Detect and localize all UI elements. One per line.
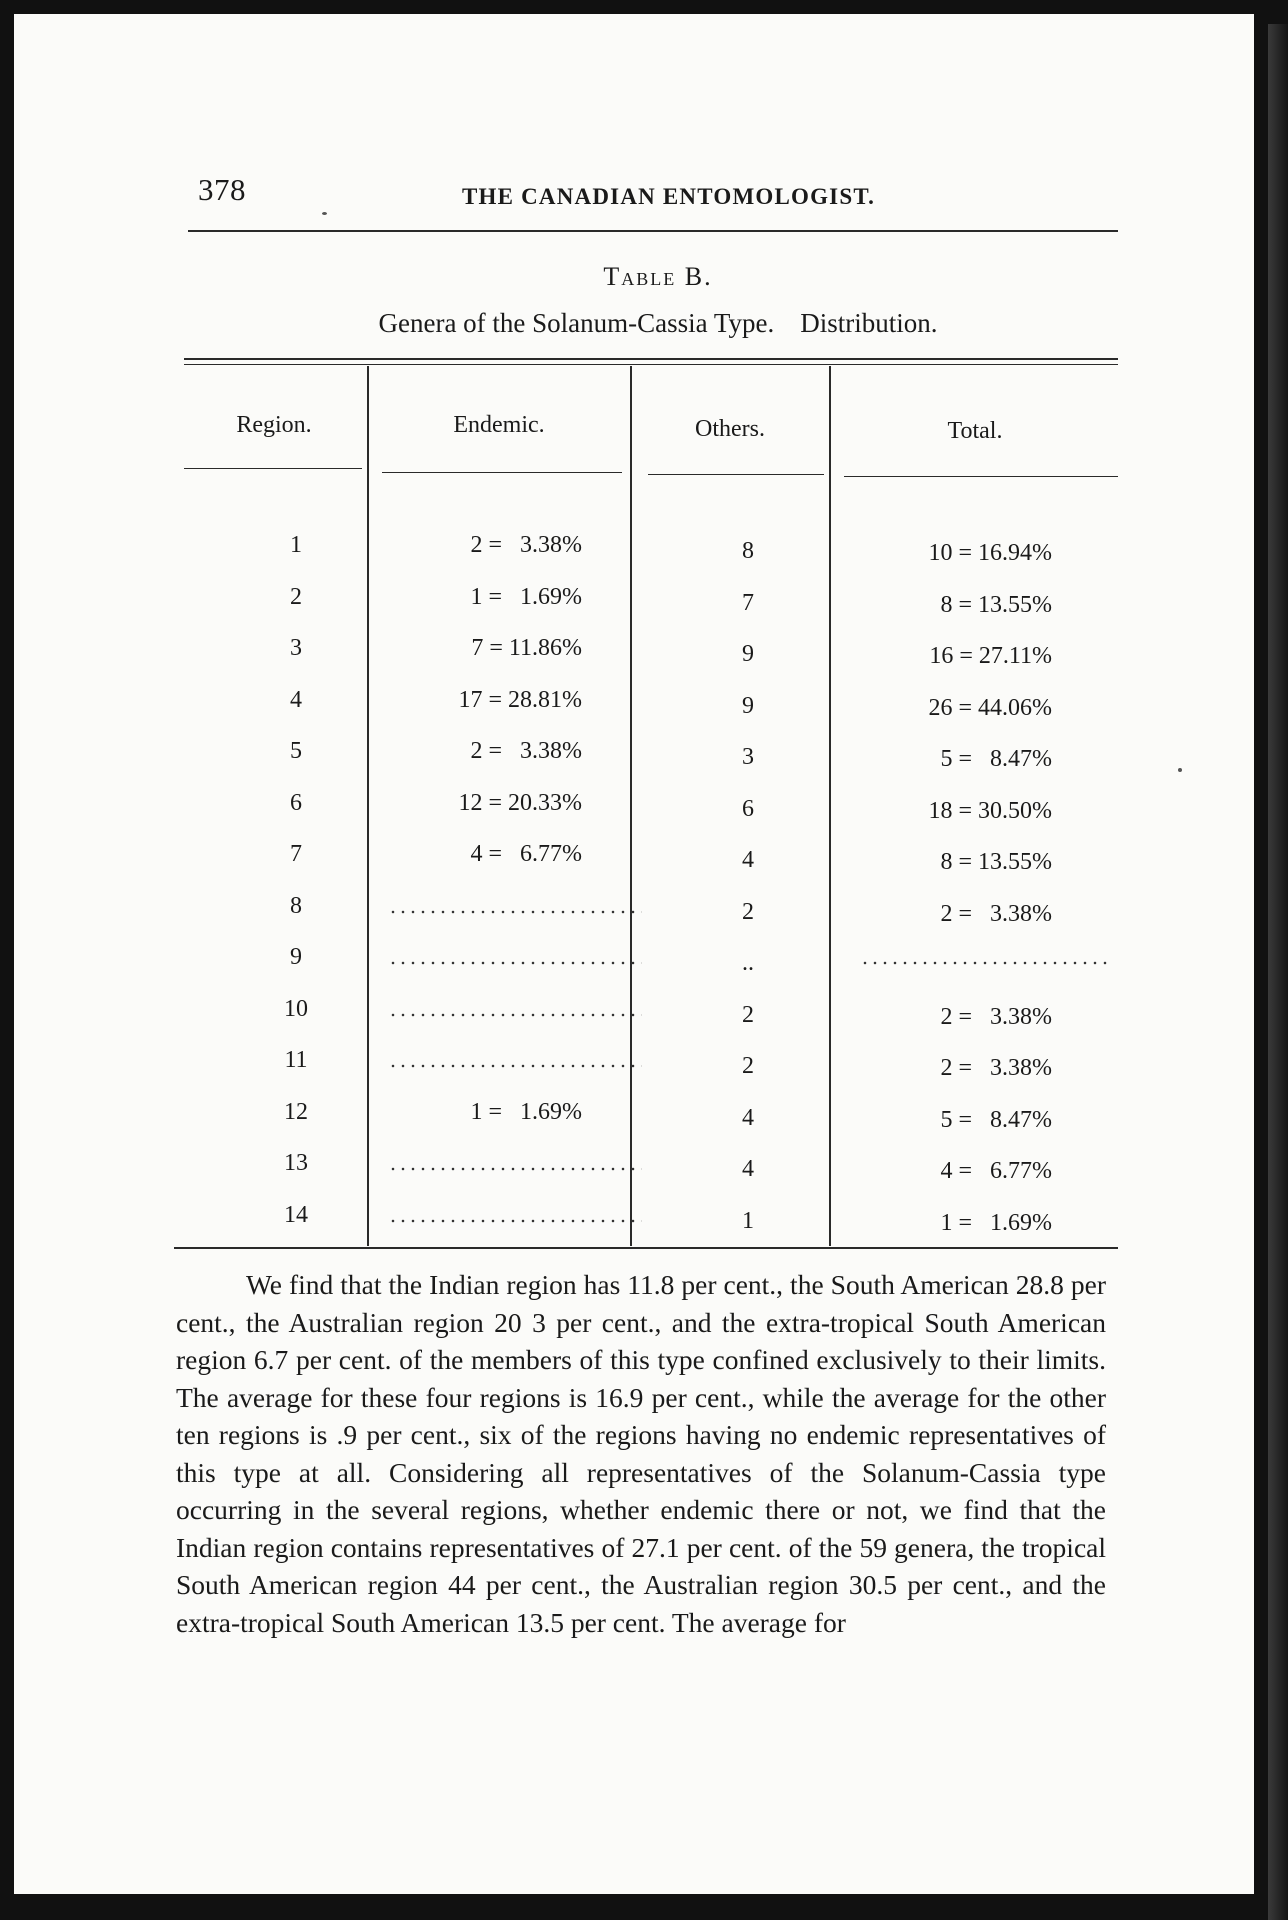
cell-others: 1 [742,1208,754,1234]
table-bottom-rule [174,1247,1118,1249]
cell-region: 4 [290,687,302,713]
cell-region: 9 [290,944,302,970]
cell-others: 2 [742,899,754,925]
cell-others: .. [742,950,754,976]
dust-speck [322,212,327,215]
cell-endemic: 2 = 3.38% [470,532,582,558]
column-divider-3 [829,366,831,1246]
table-label: Table B. [603,262,713,291]
cell-region: 14 [284,1202,308,1228]
cell-endemic: 17 = 28.81% [458,687,582,713]
cell-total: 8 = 13.55% [940,592,1052,618]
body-text [176,1266,1106,1641]
cell-total-leader-dots [860,960,1110,966]
cell-total: 4 = 6.77% [940,1158,1052,1184]
header-underline-total [844,476,1118,477]
cell-others: 7 [742,590,754,616]
cell-endemic: 2 = 3.38% [470,738,582,764]
cell-others: 4 [742,1156,754,1182]
cell-endemic-leader-dots [388,1063,642,1069]
cell-total: 16 = 27.11% [929,643,1052,669]
cell-total: 18 = 30.50% [928,798,1052,824]
table-title [198,308,1118,339]
header-rule [188,230,1118,232]
cell-others: 9 [742,693,754,719]
cell-endemic: 12 = 20.33% [458,790,582,816]
cell-total: 5 = 8.47% [940,1107,1052,1133]
table-top-rule-2 [184,364,1118,365]
table-title-right: Distribution. [800,308,938,338]
cell-total: 5 = 8.47% [940,746,1052,772]
cell-region: 7 [290,841,302,867]
cell-total: 26 = 44.06% [928,695,1052,721]
cell-total: 2 = 3.38% [940,901,1052,927]
column-header-others: Others. [695,416,765,442]
cell-endemic: 4 = 6.77% [470,841,582,867]
page-number: 378 [198,172,246,207]
cell-region: 1 [290,532,302,558]
cell-region: 8 [290,893,302,919]
cell-total: 2 = 3.38% [940,1055,1052,1081]
cell-total: 1 = 1.69% [940,1210,1052,1236]
cell-total: 8 = 13.55% [940,849,1052,875]
cell-endemic-leader-dots [388,909,642,915]
column-header-endemic: Endemic. [453,412,545,438]
header-underline-endemic [382,472,622,473]
dust-speck [1178,768,1182,772]
page [14,14,1254,1894]
cell-endemic: 1 = 1.69% [470,1099,582,1125]
cell-region: 13 [284,1150,308,1176]
cell-region: 3 [290,635,302,661]
cell-endemic-leader-dots [388,1012,642,1018]
cell-total: 10 = 16.94% [928,540,1052,566]
header-underline-region [184,468,362,469]
cell-total: 2 = 3.38% [940,1004,1052,1030]
cell-region: 10 [284,996,308,1022]
cell-region: 11 [284,1047,308,1073]
cell-region: 6 [290,790,302,816]
book-spine-shadow [1268,24,1288,1920]
cell-others: 3 [742,744,754,770]
cell-others: 2 [742,1053,754,1079]
cell-others: 4 [742,847,754,873]
cell-endemic-leader-dots [388,1218,642,1224]
cell-others: 6 [742,796,754,822]
cell-region: 2 [290,584,302,610]
column-divider-1 [367,366,369,1246]
table-title-left: Genera of the Solanum-Cassia Type. [378,308,775,338]
cell-endemic: 7 = 11.86% [471,635,582,661]
cell-region: 5 [290,738,302,764]
column-divider-2 [630,366,632,1246]
running-title: THE CANADIAN ENTOMOLOGIST. [462,184,876,209]
cell-others: 4 [742,1105,754,1131]
column-header-total: Total. [947,418,1003,444]
cell-others: 9 [742,641,754,667]
body-paragraph: We find that the Indian region has 11.8 per cent., the South American 28.8 per cent., the Australian region 20 3 per cent., and the extra-tropical South American region 6.7 per cent. of the members of this type confined exclusively to their limits. The average for these four regions is 16.9 per cent., while the average for the other ten regions is .9 per cent., six of the regions having no endemic representatives of this type at all. Considering all representatives of the Solanum-Cassia type occurring in the several regions, whether endemic there or not, we find that the Indian region contains representatives of 27.1 per cent. of the 59 genera, the tropical South American region 44 per cent., the Australian region 30.5 per cent., and the extra-tropical South American 13.5 per cent. The average for [176,1269,1106,1638]
table-top-rule-1 [184,358,1118,360]
cell-endemic: 1 = 1.69% [470,584,582,610]
cell-others: 2 [742,1002,754,1028]
header-underline-others [648,474,824,475]
cell-endemic-leader-dots [388,1166,642,1172]
cell-others: 8 [742,538,754,564]
cell-endemic-leader-dots [388,960,642,966]
column-header-region: Region. [236,412,312,438]
page-header [198,172,1118,222]
cell-region: 12 [284,1099,308,1125]
